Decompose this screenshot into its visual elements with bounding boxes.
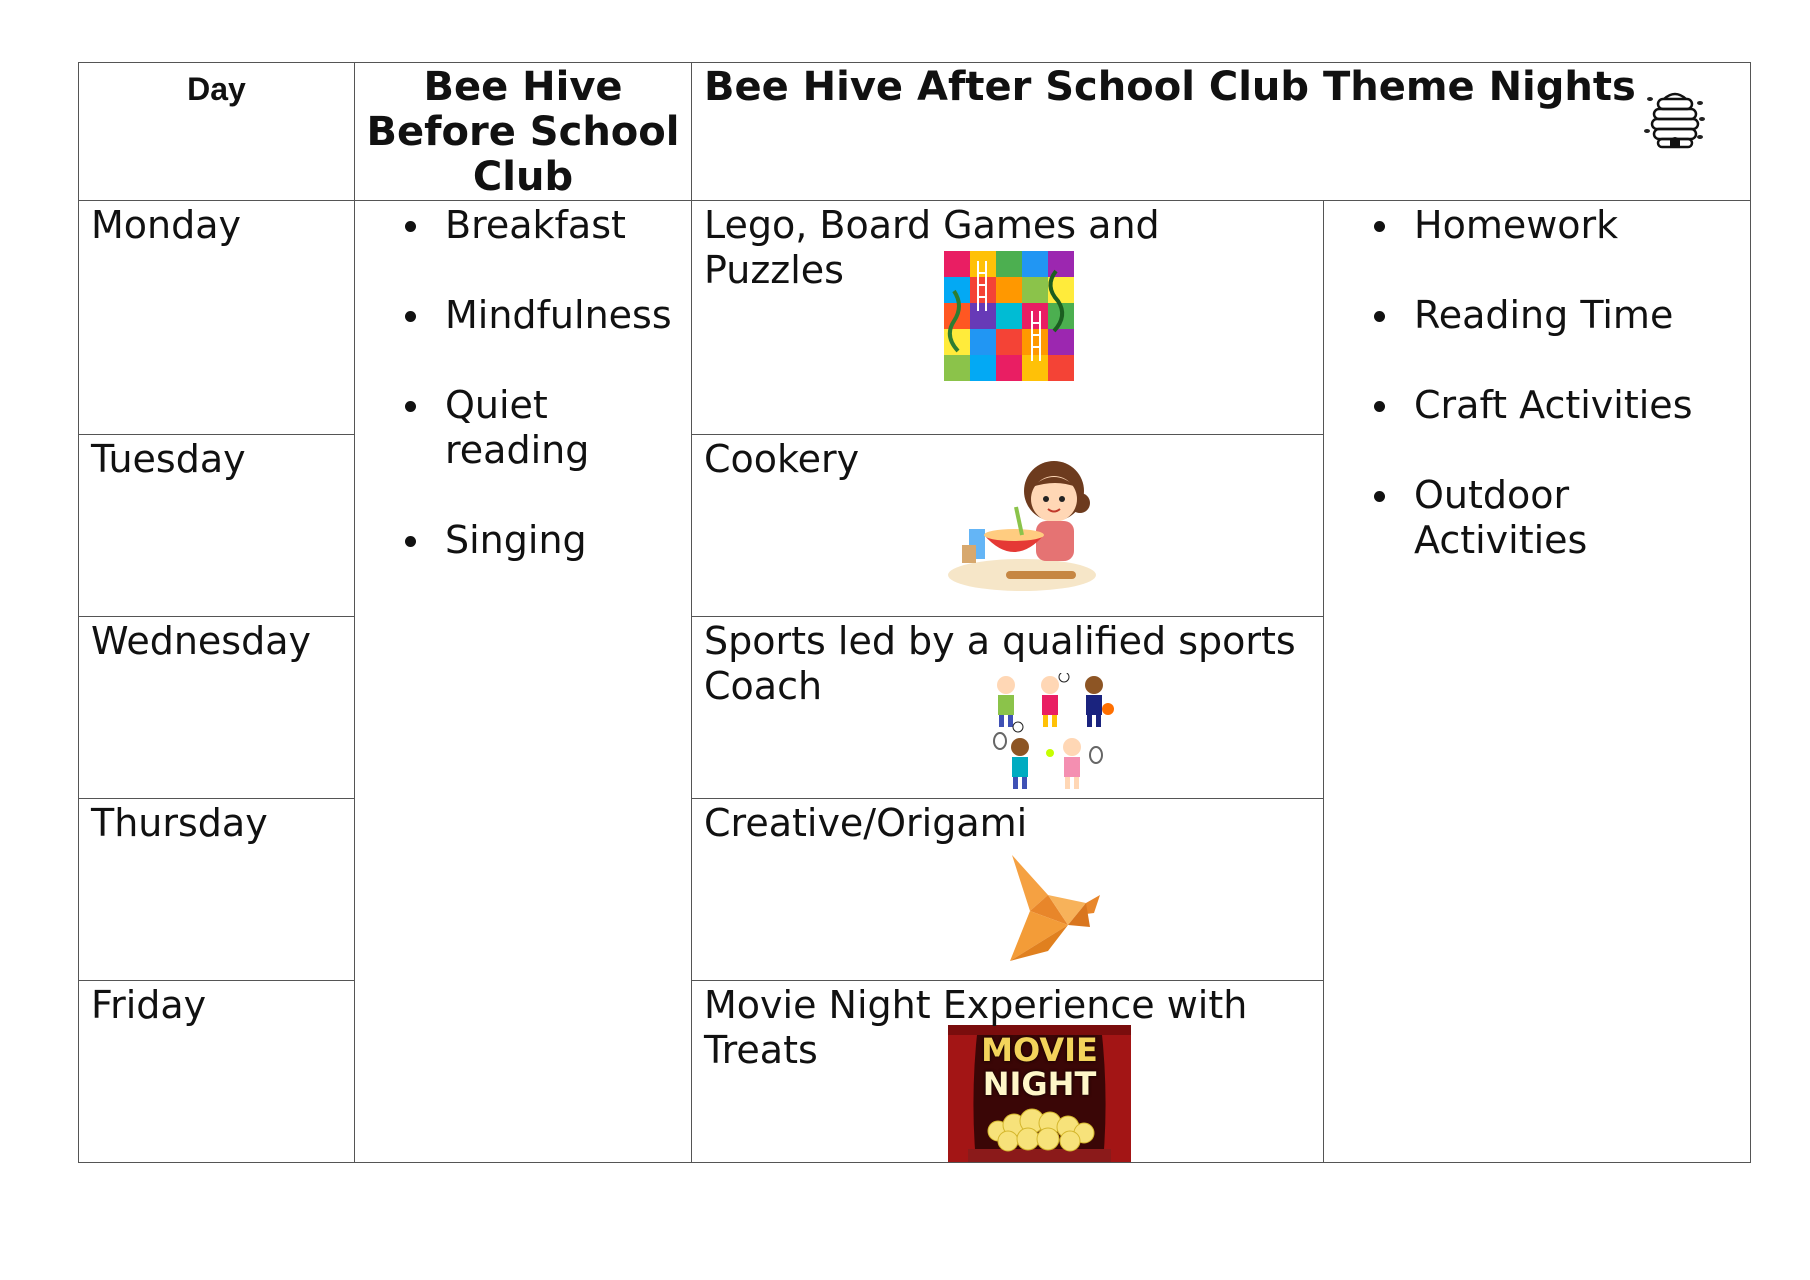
- header-before-school-club: Bee Hive Before School Club: [355, 63, 692, 201]
- movie-sign-line2: NIGHT: [982, 1065, 1097, 1103]
- row-monday: [79, 201, 1751, 435]
- day-friday: Friday: [79, 981, 355, 1163]
- after-club-activities-cell: [1324, 201, 1751, 1163]
- list-item: Mindfulness: [355, 293, 691, 338]
- theme-friday-cell: [692, 981, 1324, 1163]
- child-cooking-image: [944, 457, 1099, 597]
- theme-wednesday-text: Sports led by a qualified sports Coach: [704, 619, 1296, 708]
- theme-monday-text: Lego, Board Games and Puzzles: [704, 203, 1160, 292]
- day-tuesday: Tuesday: [79, 435, 355, 617]
- list-item: Breakfast: [355, 203, 691, 248]
- list-item: Reading Time: [1324, 293, 1750, 338]
- theme-tuesday-cell: [692, 435, 1324, 617]
- after-club-activity-list: [1324, 203, 1750, 563]
- beehive-icon: [1642, 85, 1708, 151]
- list-item: Craft Activities: [1324, 383, 1750, 428]
- theme-monday-cell: [692, 201, 1324, 435]
- list-item: Outdoor Activities: [1324, 473, 1614, 563]
- club-schedule-table: [78, 62, 1751, 1163]
- before-club-activity-list: [355, 203, 691, 563]
- theme-thursday-text: Creative/Origami: [704, 801, 1028, 845]
- list-item: Quiet reading: [355, 383, 615, 473]
- day-wednesday: Wednesday: [79, 617, 355, 799]
- day-monday: Monday: [79, 201, 355, 435]
- list-item: Singing: [355, 518, 691, 563]
- theme-thursday-cell: [692, 799, 1324, 981]
- list-item: Homework: [1324, 203, 1750, 248]
- kids-sports-image: [988, 673, 1118, 795]
- board-game-image: [944, 251, 1074, 381]
- theme-tuesday-text: Cookery: [704, 437, 860, 481]
- header-row: [79, 63, 1751, 201]
- day-thursday: Thursday: [79, 799, 355, 981]
- theme-wednesday-cell: [692, 617, 1324, 799]
- header-theme-nights: Bee Hive After School Club Theme Nights: [704, 64, 1636, 110]
- movie-sign-line1: MOVIE: [981, 1031, 1098, 1069]
- origami-bird-image: [1008, 855, 1106, 963]
- header-theme-nights-cell: [692, 63, 1751, 201]
- header-day: Day: [79, 63, 355, 201]
- theme-friday-text: Movie Night Experience with Treats: [704, 983, 1248, 1072]
- before-club-activities-cell: [355, 201, 692, 1163]
